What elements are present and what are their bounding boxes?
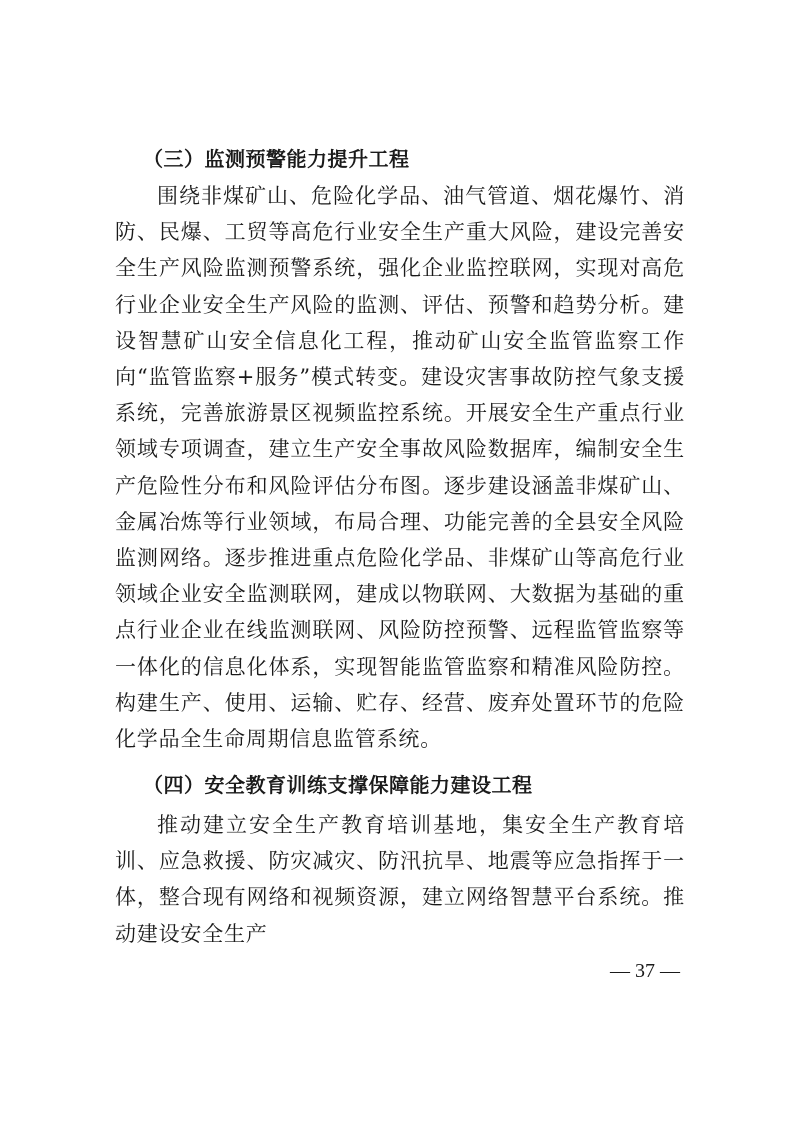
section-paragraph-safety-education: 推动建立安全生产教育培训基地，集安全生产教育培训、应急救援、防灾减灾、防汛抗旱、地震等应急指挥于一体，整合现有网络和视频资源，建立网络智慧平台系统。推动建设安全生产 <box>115 813 685 946</box>
page-number: — 37 — <box>610 960 680 982</box>
section-heading-monitoring-warning: （三）监测预警能力提升工程 <box>143 147 410 171</box>
section-paragraph-monitoring-warning: 围绕非煤矿山、危险化学品、油气管道、烟花爆竹、消防、民爆、工贸等高危行业安全生产重大风险，建设完善安全生产风险监测预警系统，强化企业监控联网，实现对高危行业企业安全生产风险的监测、评估、预警和趋势分析。建设智慧矿山安全信息化工程，推动矿山安全监管监察工作向“监管监察+服务”模式转变。建设灾害事故防控气象支援系统，完善旅游景区视频监控系统。开展安全生产重点行业领域专项调查，建立生产安全事故风险数据库，编制安全生产危险性分布和风险评估分布图。逐步建设涵盖非煤矿山、金属冶炼等行业领域，布局合理、功能完善的全县安全风险监测网络。逐步推进重点危险化学品、非煤矿山等高危行业领域企业安全监测联网，建成以物联网、大数据为基础的重点行业企业在线监测联网、风险防控预警、远程监管监察等一体化的信息化体系，实现智能监管监察和精准风险防控。构建生产、使用、运输、贮存、经营、废弃处置环节的危险化学品全生命周期信息监管系统。 <box>115 184 685 752</box>
section-heading-safety-education: （四）安全教育训练支撑保障能力建设工程 <box>143 773 533 797</box>
